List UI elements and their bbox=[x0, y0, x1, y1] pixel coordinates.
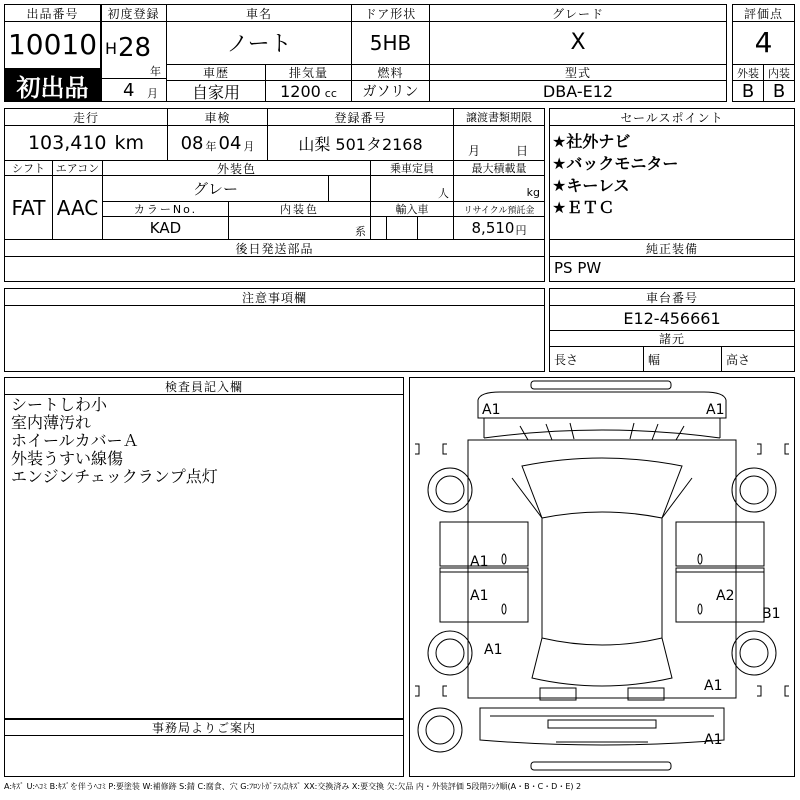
mark-left-front-door: A1 bbox=[470, 554, 489, 570]
interior-grade: B bbox=[764, 81, 795, 102]
reg-year-unit: 年 bbox=[150, 65, 161, 78]
genuine-equipment-label: 純正装備 bbox=[550, 240, 794, 257]
int-color-label: 内装色 bbox=[229, 202, 371, 217]
office-box bbox=[4, 719, 404, 777]
reg-month: 4 bbox=[123, 80, 135, 101]
length-label: 長さ bbox=[554, 352, 579, 367]
sales-point-item: ★キーレス bbox=[552, 176, 630, 195]
shift-label: シフト bbox=[5, 161, 53, 176]
header-right-border bbox=[726, 4, 727, 102]
first-listing-badge: 初出品 bbox=[4, 68, 101, 102]
recycle-unit: 円 bbox=[515, 224, 527, 237]
sales-point-item: ★社外ナビ bbox=[552, 132, 631, 151]
shift: FAT bbox=[5, 176, 53, 240]
door-label: ドア形状 bbox=[352, 4, 430, 22]
inspection-label: 車検 bbox=[168, 109, 268, 126]
ac-label: エアコン bbox=[53, 161, 103, 176]
sales-points-list bbox=[552, 131, 678, 219]
score: 4 bbox=[732, 21, 795, 65]
inspection-month-unit: 月 bbox=[243, 140, 255, 153]
recycle-label: リサイクル預託金 bbox=[454, 202, 544, 217]
inspector-notes bbox=[11, 396, 218, 486]
damage-diagram-box bbox=[409, 377, 795, 777]
inspector-note: 外装うすい線傷 bbox=[11, 449, 124, 468]
mark-left-rear-fender: A1 bbox=[484, 642, 503, 658]
interior-label: 内装 bbox=[764, 65, 795, 81]
score-label: 評価点 bbox=[732, 4, 795, 22]
grade-label: グレード bbox=[430, 4, 727, 22]
mark-right-rear-door: A2 bbox=[716, 588, 735, 604]
inspector-box bbox=[4, 377, 404, 719]
sales-point-item: ★バックモニター bbox=[552, 154, 679, 173]
mark-front-right: A1 bbox=[706, 402, 725, 418]
history: 自家用 bbox=[167, 81, 266, 102]
inspector-note: シートしわ小 bbox=[11, 395, 108, 414]
lot-number: 10010 bbox=[4, 21, 101, 69]
era: H bbox=[105, 39, 118, 58]
lot-label: 出品番号 bbox=[4, 4, 101, 22]
ext-color-blank bbox=[329, 176, 371, 202]
width-label: 幅 bbox=[648, 352, 661, 367]
mark-right-rear-quarter: B1 bbox=[762, 606, 781, 622]
office-label: 事務局よりご案内 bbox=[5, 719, 403, 736]
transfer-cell bbox=[454, 126, 544, 161]
header-left-border bbox=[101, 4, 102, 102]
import-b bbox=[387, 217, 418, 240]
damage-marks bbox=[470, 402, 781, 748]
door-type: 5HB bbox=[352, 21, 430, 65]
transfer-day-unit: 日 bbox=[516, 144, 529, 158]
mileage-unit: km bbox=[114, 132, 145, 154]
car-name: ノート bbox=[167, 21, 352, 65]
model: DBA-E12 bbox=[430, 81, 727, 102]
max-load-cell bbox=[454, 176, 544, 202]
displacement-unit: cc bbox=[324, 86, 337, 100]
mark-front-left: A1 bbox=[482, 402, 501, 418]
inspection-year-unit: 年 bbox=[205, 140, 217, 153]
cautions-box bbox=[4, 288, 545, 372]
fuel-label: 燃料 bbox=[352, 65, 430, 81]
ext-color: グレー bbox=[103, 176, 329, 202]
legend: A:ｷｽﾞ U:ﾍｺﾐ B:ｷｽﾞを伴うﾍｺﾐ P:要塗装 W:補修跡 S:錆 C:腐食、穴 G:ﾌﾛﾝﾄｶﾞﾗｽ点ｷｽﾞ XX:交換済み X:要交換 欠:欠品 内・外装評価 5段階ﾗﾝｸ順(A・B・C・D・E) 2 bbox=[4, 782, 582, 791]
transfer-month-unit: 月 bbox=[468, 144, 481, 158]
inspector-note: エンジンチェックランプ点灯 bbox=[11, 467, 218, 486]
genuine-equipment: PS PW bbox=[554, 259, 602, 277]
max-load-unit: kg bbox=[526, 186, 540, 199]
reg-month-cell bbox=[101, 79, 167, 102]
plate-label: 登録番号 bbox=[268, 109, 454, 126]
first-reg-cell bbox=[101, 21, 167, 79]
height-cell bbox=[722, 347, 794, 371]
later-parts-label: 後日発送部品 bbox=[5, 240, 544, 257]
dims-label: 諸元 bbox=[550, 331, 794, 347]
model-label: 型式 bbox=[430, 65, 727, 81]
color-no-label: カラーNo. bbox=[103, 202, 229, 217]
inspection-cell bbox=[168, 126, 268, 161]
later-parts-value bbox=[5, 257, 544, 281]
exterior-label: 外装 bbox=[732, 65, 764, 81]
recycle-cell bbox=[454, 217, 544, 240]
mileage: 103,410 bbox=[27, 132, 107, 154]
header-table bbox=[4, 4, 795, 102]
reg-month-unit: 月 bbox=[147, 87, 158, 100]
ext-color-label: 外装色 bbox=[103, 161, 371, 176]
displacement-label: 排気量 bbox=[266, 65, 352, 81]
mark-rear-bumper: A1 bbox=[704, 732, 723, 748]
chassis-number: E12-456661 bbox=[550, 306, 794, 331]
reg-year: 28 bbox=[118, 33, 152, 63]
mark-left-rear-door: A1 bbox=[470, 588, 489, 604]
int-color-cell bbox=[229, 217, 371, 240]
inspector-label: 検査員記入欄 bbox=[5, 378, 403, 395]
chassis-box bbox=[549, 288, 795, 372]
capacity-cell bbox=[371, 176, 454, 202]
inspection-month: 04 bbox=[218, 132, 242, 154]
max-load-label: 最大積載量 bbox=[454, 161, 544, 176]
sales-point-item: ★ＥＴＣ bbox=[552, 198, 615, 217]
plate: 山梨 501タ2168 bbox=[268, 126, 454, 161]
color-no: KAD bbox=[103, 217, 229, 240]
grade: X bbox=[430, 21, 727, 65]
first-reg-label: 初度登録 bbox=[101, 4, 167, 22]
inspector-note: ホイールカバーＡ bbox=[11, 431, 139, 450]
import-a bbox=[371, 217, 387, 240]
cautions-label: 注意事項欄 bbox=[5, 289, 544, 306]
sales-points-box bbox=[549, 108, 795, 240]
mileage-label: 走行 bbox=[5, 109, 168, 126]
capacity-unit: 人 bbox=[438, 186, 449, 200]
inspection-year: 08 bbox=[180, 132, 204, 154]
transfer-label: 譲渡書類期限 bbox=[454, 109, 544, 126]
displacement: 1200 bbox=[280, 81, 321, 101]
import-c bbox=[418, 217, 454, 240]
int-color-unit: 系 bbox=[355, 225, 366, 238]
details-table bbox=[4, 108, 545, 282]
car-name-label: 車名 bbox=[167, 4, 352, 22]
import-label: 輸入車 bbox=[371, 202, 454, 217]
ac: AAC bbox=[53, 176, 103, 240]
displacement-cell bbox=[266, 81, 352, 102]
car-diagram bbox=[410, 378, 794, 776]
sales-points-label: セールスポイント bbox=[550, 109, 794, 126]
exterior-grade: B bbox=[732, 81, 764, 102]
chassis-label: 車台番号 bbox=[550, 289, 794, 306]
length-cell bbox=[550, 347, 644, 371]
width-cell bbox=[644, 347, 722, 371]
height-label: 高さ bbox=[726, 352, 751, 367]
recycle: 8,510 bbox=[471, 219, 515, 237]
fuel: ガソリン bbox=[352, 81, 430, 102]
mark-rear-right: A1 bbox=[704, 678, 723, 694]
capacity-label: 乗車定員 bbox=[371, 161, 454, 176]
mileage-cell bbox=[5, 126, 168, 161]
genuine-equipment-box bbox=[549, 240, 795, 282]
history-label: 車歴 bbox=[167, 65, 266, 81]
inspector-note: 室内薄汚れ bbox=[11, 413, 92, 432]
